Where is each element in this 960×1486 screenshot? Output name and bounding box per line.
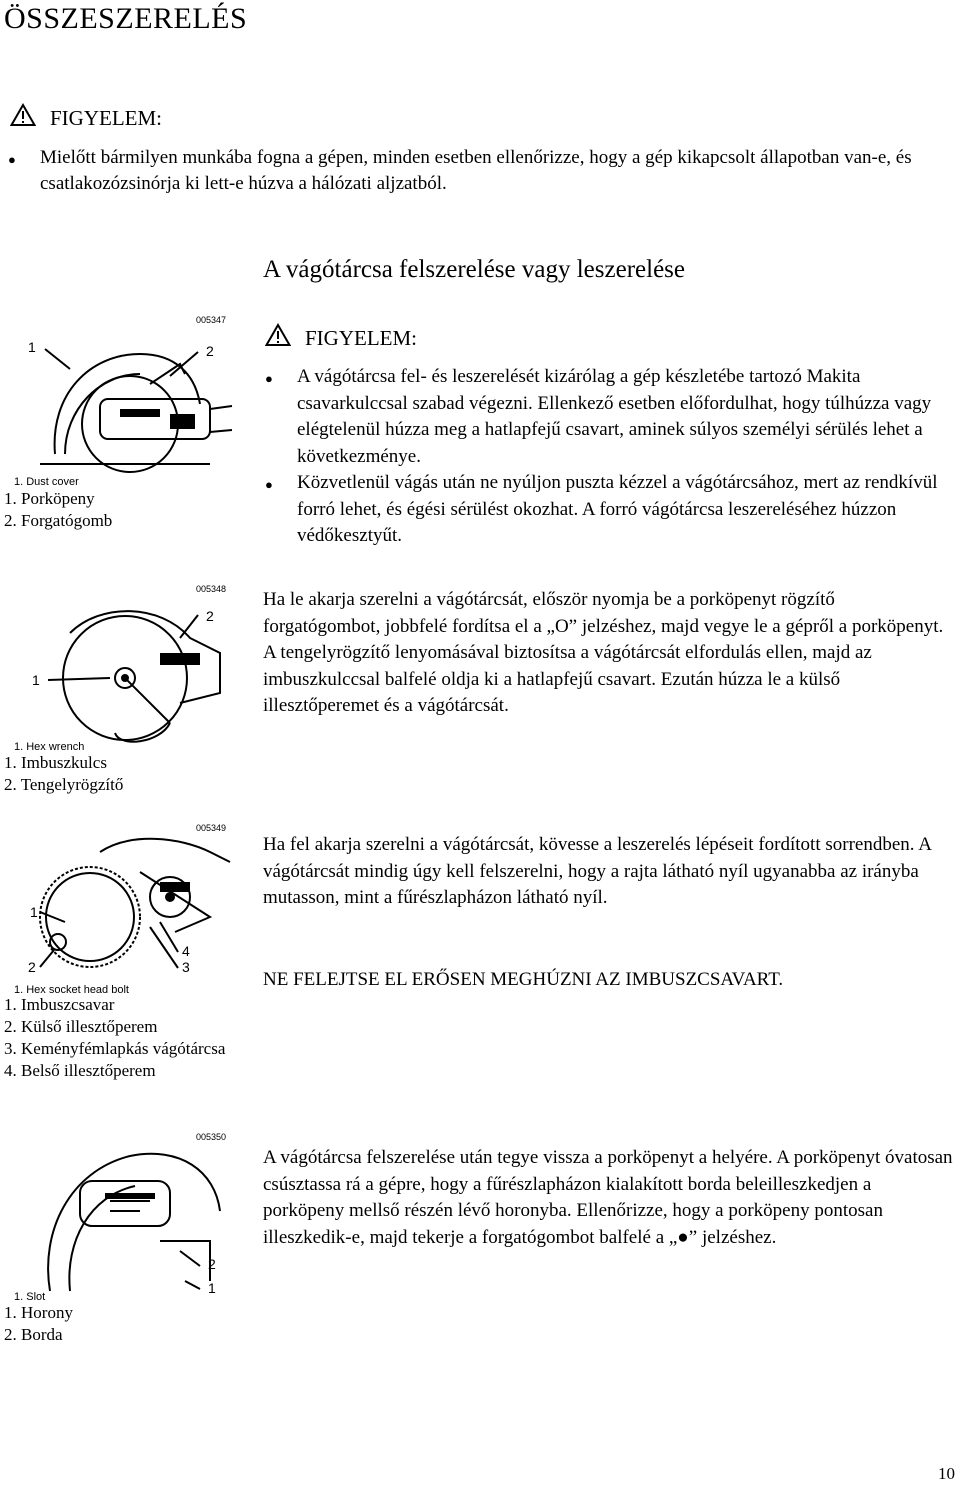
caption-item: 2. Külső illesztőperem (4, 1017, 158, 1036)
page-number: 10 (938, 1464, 955, 1483)
figure-dust-cover (10, 314, 235, 486)
paragraph-removal: Ha le akarja szerelni a vágótárcsát, először nyomja be a porköpenyt rögzítő forgatógombot, jobbfelé fordítsa el a „O” jelzéshez, majd vegye le a gépről a porköpenyt. A tengelyrögzítő lenyomásával biztosítsa a vágótárcsát elfordulás ellen, majd az imbuszkulccsal balfelé oldja ki a hatlapfejű csavart. Ezután húzza le a külső illesztőperemet és a vágótárcsát. (263, 589, 944, 716)
section-warning-heading (265, 323, 417, 353)
figure-slot (10, 1131, 235, 1301)
caption-item: 1. Porköpeny (4, 489, 95, 508)
figure-footer: 1. Slot (14, 1291, 46, 1301)
warning-bullets (8, 145, 958, 197)
figure-code: 005349 (196, 823, 227, 833)
paragraph-installation: Ha fel akarja szerelni a vágótárcsát, kövesse a leszerelés lépéseit fordított sorrendben. A vágótárcsát mindig úgy kell felszerelni, hogy a rajta látható nyíl ugyanabba az irányba mutasson, mint a fűrészlapházon látható nyíl. (263, 834, 931, 908)
figure-captions-4 (4, 1302, 73, 1346)
figure-hex-wrench (10, 583, 235, 751)
figure-mark: 3 (182, 959, 190, 975)
caption-item: 2. Tengelyrögzítő (4, 775, 124, 794)
section-warning-bullet: ● Közvetlenül vágás után ne nyúljon puszta kézzel a vágótárcsához, mert az rendkívül forró lehet, és égési sérülést okozhat. A forró vágótárcsa leszereléséhez húzzon védőkesztyűt. (265, 470, 945, 550)
figure-footer: 1. Dust cover (14, 476, 79, 486)
warning-triangle-icon (265, 323, 291, 353)
figure-mark: 2 (28, 959, 36, 975)
warning-bullet: ● Mielőtt bármilyen munkába fogna a gépen, minden esetben ellenőrizze, hogy a gép kikapcsolt állapotban van-e, és csatlakozózsinórja ki lett-e húzva a hálózati aljzatból. (8, 145, 958, 197)
caption-item: 2. Borda (4, 1325, 63, 1344)
figure-captions-2 (4, 752, 123, 796)
figure-code: 005350 (196, 1132, 227, 1142)
figure-mark: 4 (182, 943, 190, 959)
figure-footer: 1. Hex wrench (14, 741, 85, 751)
caption-item: 1. Horony (4, 1303, 73, 1322)
caption-item: 1. Imbuszkulcs (4, 753, 107, 772)
figure-mark: 2 (208, 1256, 216, 1272)
figure-captions-3 (4, 994, 229, 1082)
paragraph-tighten-warning: NE FELEJTSE EL ERŐSEN MEGHÚZNI AZ IMBUSZCSAVART. (263, 969, 784, 990)
caption-item: 4. Belső illesztőperem (4, 1061, 156, 1080)
figure-code: 005348 (196, 584, 227, 594)
figure-mark: 1 (32, 672, 40, 688)
figure-mark: 1 (28, 339, 36, 355)
warning-heading (10, 103, 162, 133)
caption-item: 2. Forgatógomb (4, 511, 113, 530)
figure-footer: 1. Hex socket head bolt (14, 984, 129, 994)
page-title: ÖSSZESZERELÉS (4, 2, 248, 35)
caption-item: 3. Keményfémlapkás vágótárcsa (4, 1039, 226, 1058)
figure-mark: 1 (30, 904, 38, 920)
figure-mark: 1 (208, 1280, 216, 1296)
section-warning-bullet: ● A vágótárcsa fel- és leszerelését kizárólag a gép készletébe tartozó Makita csavarkulccsal szabad végezni. Ellenkező esetben előfordulhat, hogy túlhúzza vagy elégtelenül húzza meg a hatlapfejű csavart, aminek súlyos személyi sérülés lehet a következménye. (265, 364, 945, 470)
caption-item: 1. Imbuszcsavar (4, 995, 115, 1014)
figure-captions-1 (4, 488, 112, 532)
figure-mark: 2 (206, 608, 214, 624)
section-warning-label: FIGYELEM: (305, 325, 417, 350)
figure-hex-socket-bolt (10, 822, 235, 994)
section-title: A vágótárcsa felszerelése vagy leszerelése (263, 256, 685, 283)
warning-triangle-icon (10, 103, 36, 133)
paragraph-reattach-cover: A vágótárcsa felszerelése után tegye vissza a porköpenyt a helyére. A porköpenyt óvatosan csúsztassa rá a gépre, hogy a fűrészlapházon kialakított borda beleilleszkedjen a porköpeny mellső részén lévő horonyba. Ellenőrizze, hogy a porköpeny pontosan illeszkedik-e, majd tekerje a forgatógombot balfelé a „●” jelzéshez. (263, 1147, 953, 1248)
figure-code: 005347 (196, 315, 227, 325)
section-warning-bullets (265, 364, 945, 550)
warning-label: FIGYELEM: (50, 105, 162, 130)
figure-mark: 2 (206, 343, 214, 359)
